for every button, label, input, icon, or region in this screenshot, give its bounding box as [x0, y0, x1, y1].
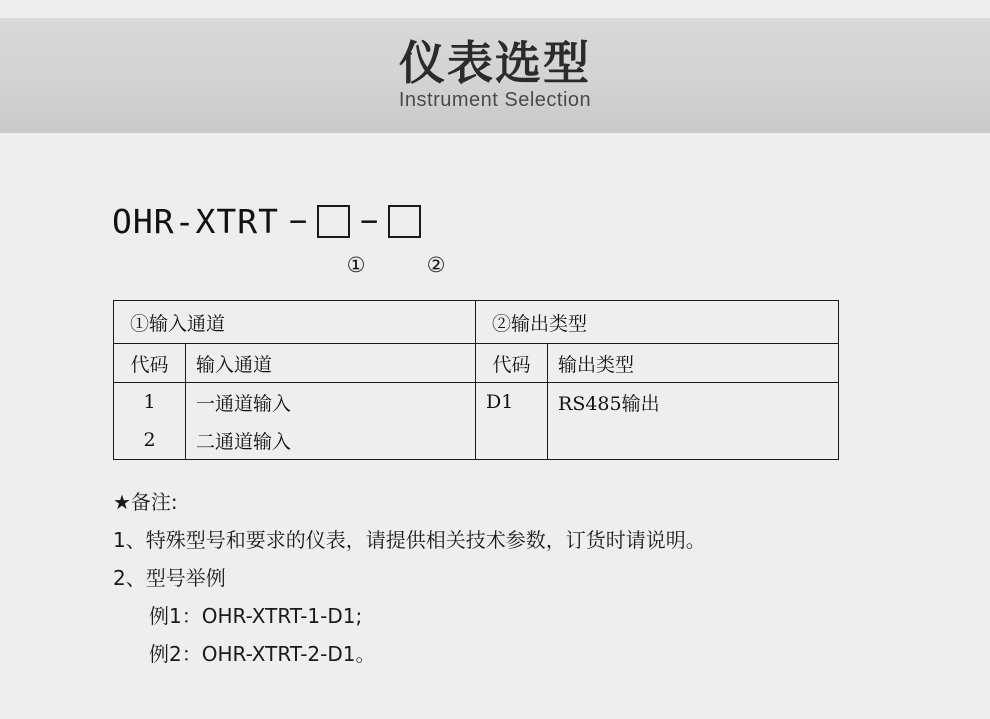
selection-table — [113, 300, 839, 460]
model-slot-2-box — [388, 205, 421, 238]
notes-section — [113, 483, 933, 673]
cell-right-desc-empty — [548, 421, 839, 460]
notes-line-1: 1、特殊型号和要求的仪表，请提供相关技术参数，订货时请说明。 — [113, 528, 706, 552]
table-header-row — [114, 344, 839, 383]
header-right-code: 代码 — [476, 344, 548, 383]
cell-left-code: 2 — [114, 421, 186, 460]
cell-right-desc: RS485输出 — [548, 383, 839, 422]
model-dash-2: − — [360, 203, 379, 239]
model-code-row — [112, 195, 592, 247]
header-left-desc: 输入通道 — [186, 344, 476, 383]
model-base-code: OHR-XTRT — [112, 201, 279, 241]
cell-left-desc: 一通道输入 — [186, 383, 476, 422]
cell-right-code-empty — [476, 421, 548, 460]
page-title: 仪表选型 — [399, 35, 591, 90]
model-slot-1-box — [317, 205, 350, 238]
notes-example-2: 例2：OHR-XTRT-2-D1。 — [149, 642, 376, 666]
model-slot-2-marker: ② — [426, 253, 446, 277]
group-header-output: ②输出类型 — [476, 301, 839, 344]
table-row — [114, 383, 839, 422]
header-left-code: 代码 — [114, 344, 186, 383]
group-header-input: ①输入通道 — [114, 301, 476, 344]
table-group-row — [114, 301, 839, 344]
model-dash-1: − — [288, 203, 308, 239]
cell-right-code: D1 — [476, 383, 548, 422]
notes-example-1: 例1：OHR-XTRT-1-D1; — [149, 604, 363, 628]
model-code-diagram — [112, 195, 592, 290]
notes-title: ★备注: — [113, 490, 178, 514]
model-slot-markers — [112, 253, 592, 277]
cell-left-desc: 二通道输入 — [186, 421, 476, 460]
page-subtitle: Instrument Selection — [398, 89, 592, 112]
notes-line-2: 2、型号举例 — [113, 566, 226, 590]
header-right-desc: 输出类型 — [548, 344, 839, 383]
cell-left-code: 1 — [114, 383, 186, 422]
table-row — [114, 421, 839, 460]
model-slot-1-marker: ① — [346, 253, 366, 277]
page-header — [0, 18, 990, 133]
